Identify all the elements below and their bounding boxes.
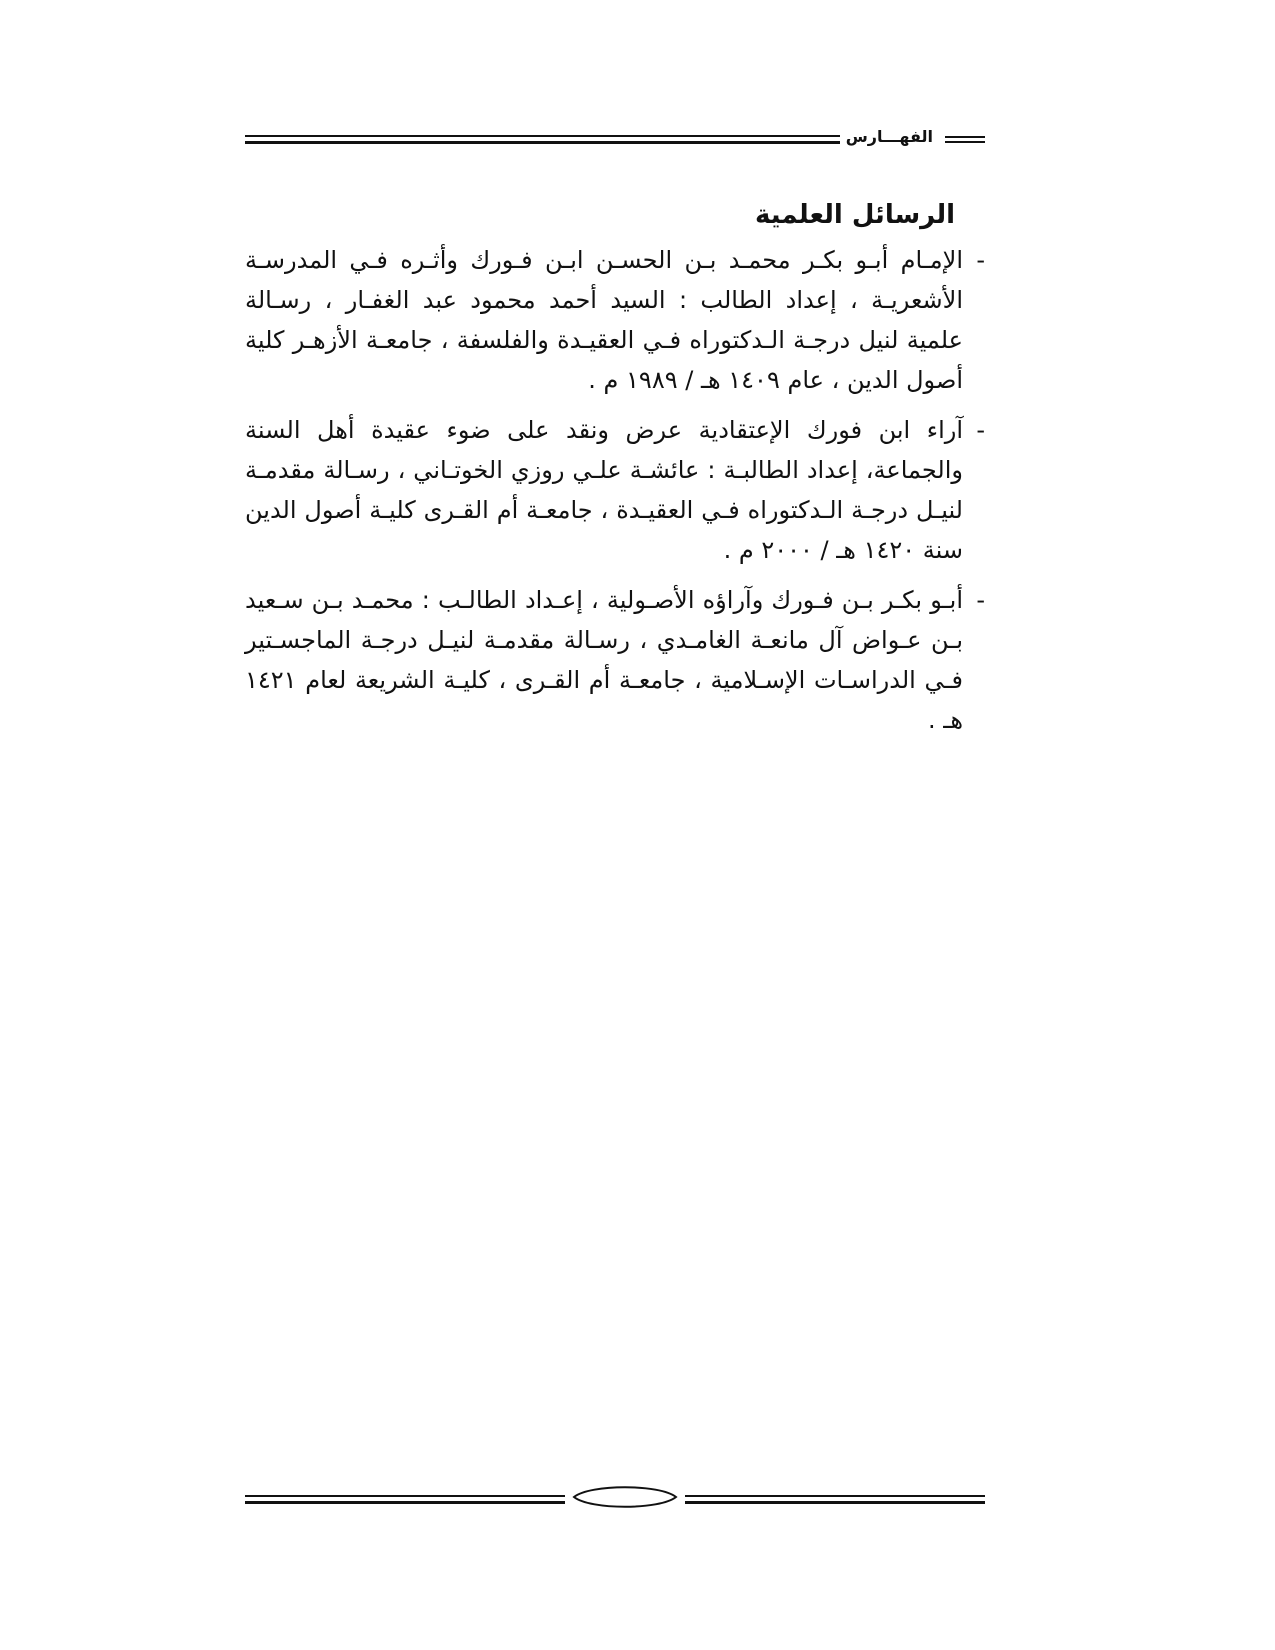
page-footer: [245, 1480, 985, 1520]
entry-text: أبـو بكـر بـن فـورك وآراؤه الأصـولية ، إعـداد الطالـب : محمـد بـن سـعيد بـن عـواض آل مانعـة الغامـدي ، رسـالة مقدمـة لنيـل درجـة الماجسـتير فـي الدراسـات الإسـلامية ، جامعـة أم القـرى ، كليـة الشريعة لعام ١٤٢١ هـ .: [245, 586, 963, 734]
header-rule-long: [245, 135, 840, 144]
page-number-oval: [570, 1482, 680, 1512]
thesis-entry: [245, 410, 985, 570]
thesis-entry: [245, 240, 985, 400]
footer-rule-right: [685, 1495, 985, 1504]
entry-text: آراء ابن فورك الإعتقادية عرض ونقد على ضوء عقيدة أهل السنة والجماعة، إعداد الطالبـة : عائشـة علـي روزي الخوتـاني ، رسـالة مقدمـة لنيـل درجـة الـدكتوراه فـي العقيـدة ، جامعـة أم القـرى كليـة أصول الدين سنة ١٤٢٠ هـ / ٢٠٠٠ م .: [245, 416, 963, 564]
thesis-list: [245, 240, 985, 740]
entry-text: الإمـام أبـو بكـر محمـد بـن الحسـن ابـن فـورك وأثـره فـي المدرسـة الأشعريـة ، إعداد الطالب : السيد أحمد محمود عبد الغفـار ، رسـالة علمية لنيل درجـة الـدكتوراه فـي العقيـدة والفلسفة ، جامعـة الأزهـر كلية أصول الدين ، عام ١٤٠٩ هـ / ١٩٨٩ م .: [245, 246, 963, 394]
entry-dash: -: [976, 586, 985, 614]
section-title: الرسائل العلمية: [755, 200, 955, 230]
footer-rule-left: [245, 1495, 565, 1504]
thesis-entry: [245, 580, 985, 740]
header-rule-short: [945, 136, 985, 143]
entry-dash: -: [976, 246, 985, 274]
page-content: [245, 196, 985, 750]
entry-dash: -: [976, 416, 985, 444]
running-header: [245, 124, 985, 154]
running-header-title: الفهـــارس: [845, 127, 933, 146]
